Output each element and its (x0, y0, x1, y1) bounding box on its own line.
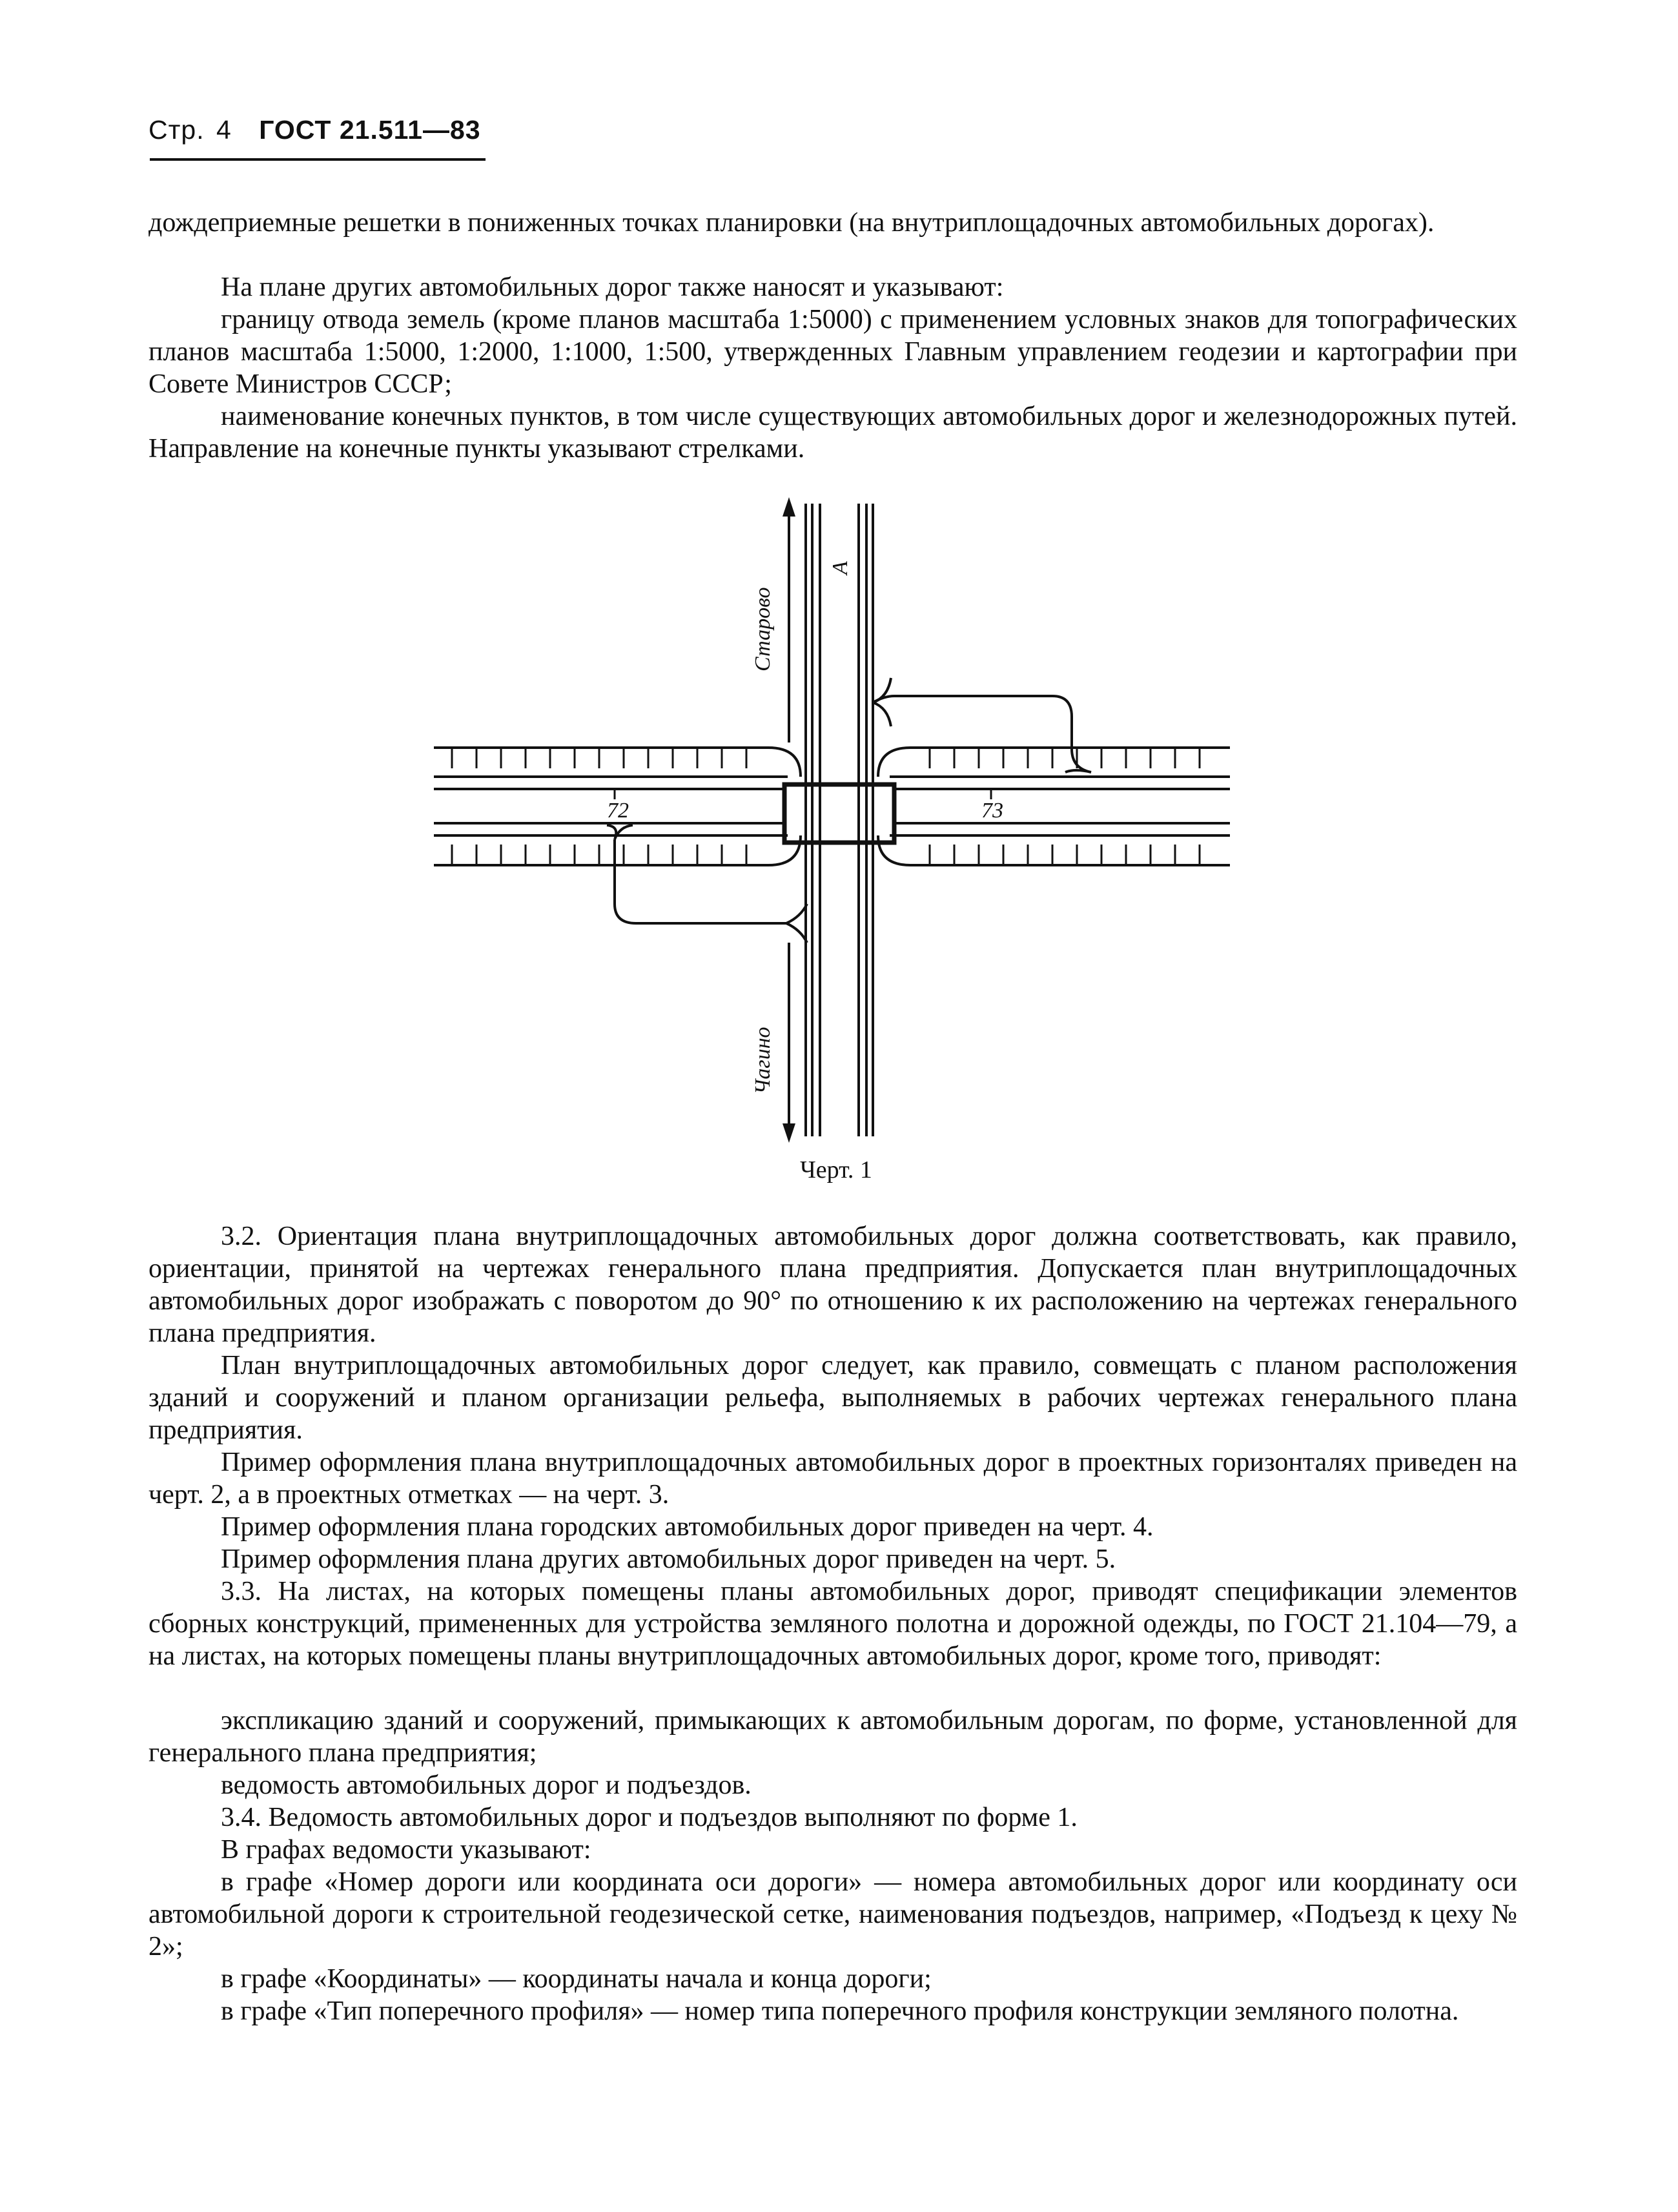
paragraph-3-3: 3.3. На листах, на которых помещены планы автомобильных дорог, приводят спецификации элементов сборных конструкций, примененных для устройства земляного полотна и дорожной одежды, по ГОСТ 21.104—79, а на листах, на которых помещены планы внутриплощадочных автомобильных дорог, кроме того, приводят: (148, 1577, 1517, 1671)
paragraph-explication: экспликацию зданий и сооружений, примыкающих к автомобильным дорогам, по форме, установленной для генерального плана предприятия; (148, 1706, 1517, 1768)
paragraph-plan-combine: План внутриплощадочных автомобильных дорог следует, как правило, совмещать с планом расположения зданий и сооружений и планом организации рельефа, выполняемых в рабочих чертежах генерального плана предприятия. (148, 1351, 1517, 1445)
paragraph-top-3: границу отвода земель (кроме планов масштаба 1:5000) с применением условных знаков для топографических планов масштаба 1:5000, 1:2000, 1:1000, 1:500, утвержденных Главным управлением геодезии и картографии при Совете Министров СССР; (148, 305, 1517, 399)
label-chagino: Чагино (751, 1027, 775, 1094)
header-rule (150, 158, 486, 161)
paragraph-example-4: Пример оформления плана городских автомобильных дорог приведен на черт. 4. (221, 1512, 1154, 1542)
figure-caption: Черт. 1 (800, 1156, 872, 1183)
page-header (148, 115, 481, 145)
label-picket-73: 73 (981, 799, 1003, 823)
paragraph-3-4: 3.4. Ведомость автомобильных дорог и подъездов выполняют по форме 1. (221, 1803, 1078, 1832)
paragraph-example-2-3: Пример оформления плана внутриплощадочных автомобильных дорог в проектных горизонталях приведен на черт. 2, а в проектных отметках — на черт. 3. (148, 1448, 1517, 1510)
label-picket-72: 72 (607, 799, 629, 823)
paragraph-3-2: 3.2. Ориентация плана внутриплощадочных автомобильных дорог должна соответствовать, как правило, ориентации, принятой на чертежах генерального плана предприятия. Допускается план внутриплощадочных автомобильных дорог изображать с поворотом до 90° по отношению к их расположению на чертежах генерального плана предприятия. (148, 1222, 1517, 1348)
paragraph-top-4: наименование конечных пунктов, в том числе существующих автомобильных дорог и железнодорожных путей. Направление на конечные пункты указывают стрелками. (148, 402, 1517, 464)
paragraph-column-profile: в графе «Тип поперечного профиля» — номер типа поперечного профиля конструкции земляного полотна. (221, 1996, 1459, 2026)
page-label: Стр. (148, 115, 205, 145)
road-plan-figure (0, 491, 1678, 1188)
label-road-a: А (828, 561, 852, 575)
paragraph-column-number: в графе «Номер дороги или координата оси дороги» — номера автомобильных дорог или координату оси автомобильной дороги к строительной геодезической сетке, наименования подъездов, например, «Подъезд к цеху № 2»; (148, 1867, 1517, 1961)
paragraph-column-coords: в графе «Координаты» — координаты начала и конца дороги; (221, 1964, 932, 1994)
paragraph-example-5: Пример оформления плана других автомобильных дорог приведен на черт. 5. (221, 1544, 1116, 1574)
paragraph-top-1: дождеприемные решетки в пониженных точках планировки (на внутриплощадочных автомобильных дорогах). (148, 208, 1435, 238)
standard-designation: ГОСТ 21.511—83 (259, 115, 481, 145)
page-number: 4 (216, 115, 232, 145)
paragraph-columns: В графах ведомости указывают: (221, 1835, 591, 1865)
label-starovo: Старово (751, 587, 775, 671)
paragraph-top-2: На плане других автомобильных дорог также наносят и указывают: (221, 272, 1004, 302)
paragraph-vedomost: ведомость автомобильных дорог и подъездов. (221, 1770, 752, 1800)
